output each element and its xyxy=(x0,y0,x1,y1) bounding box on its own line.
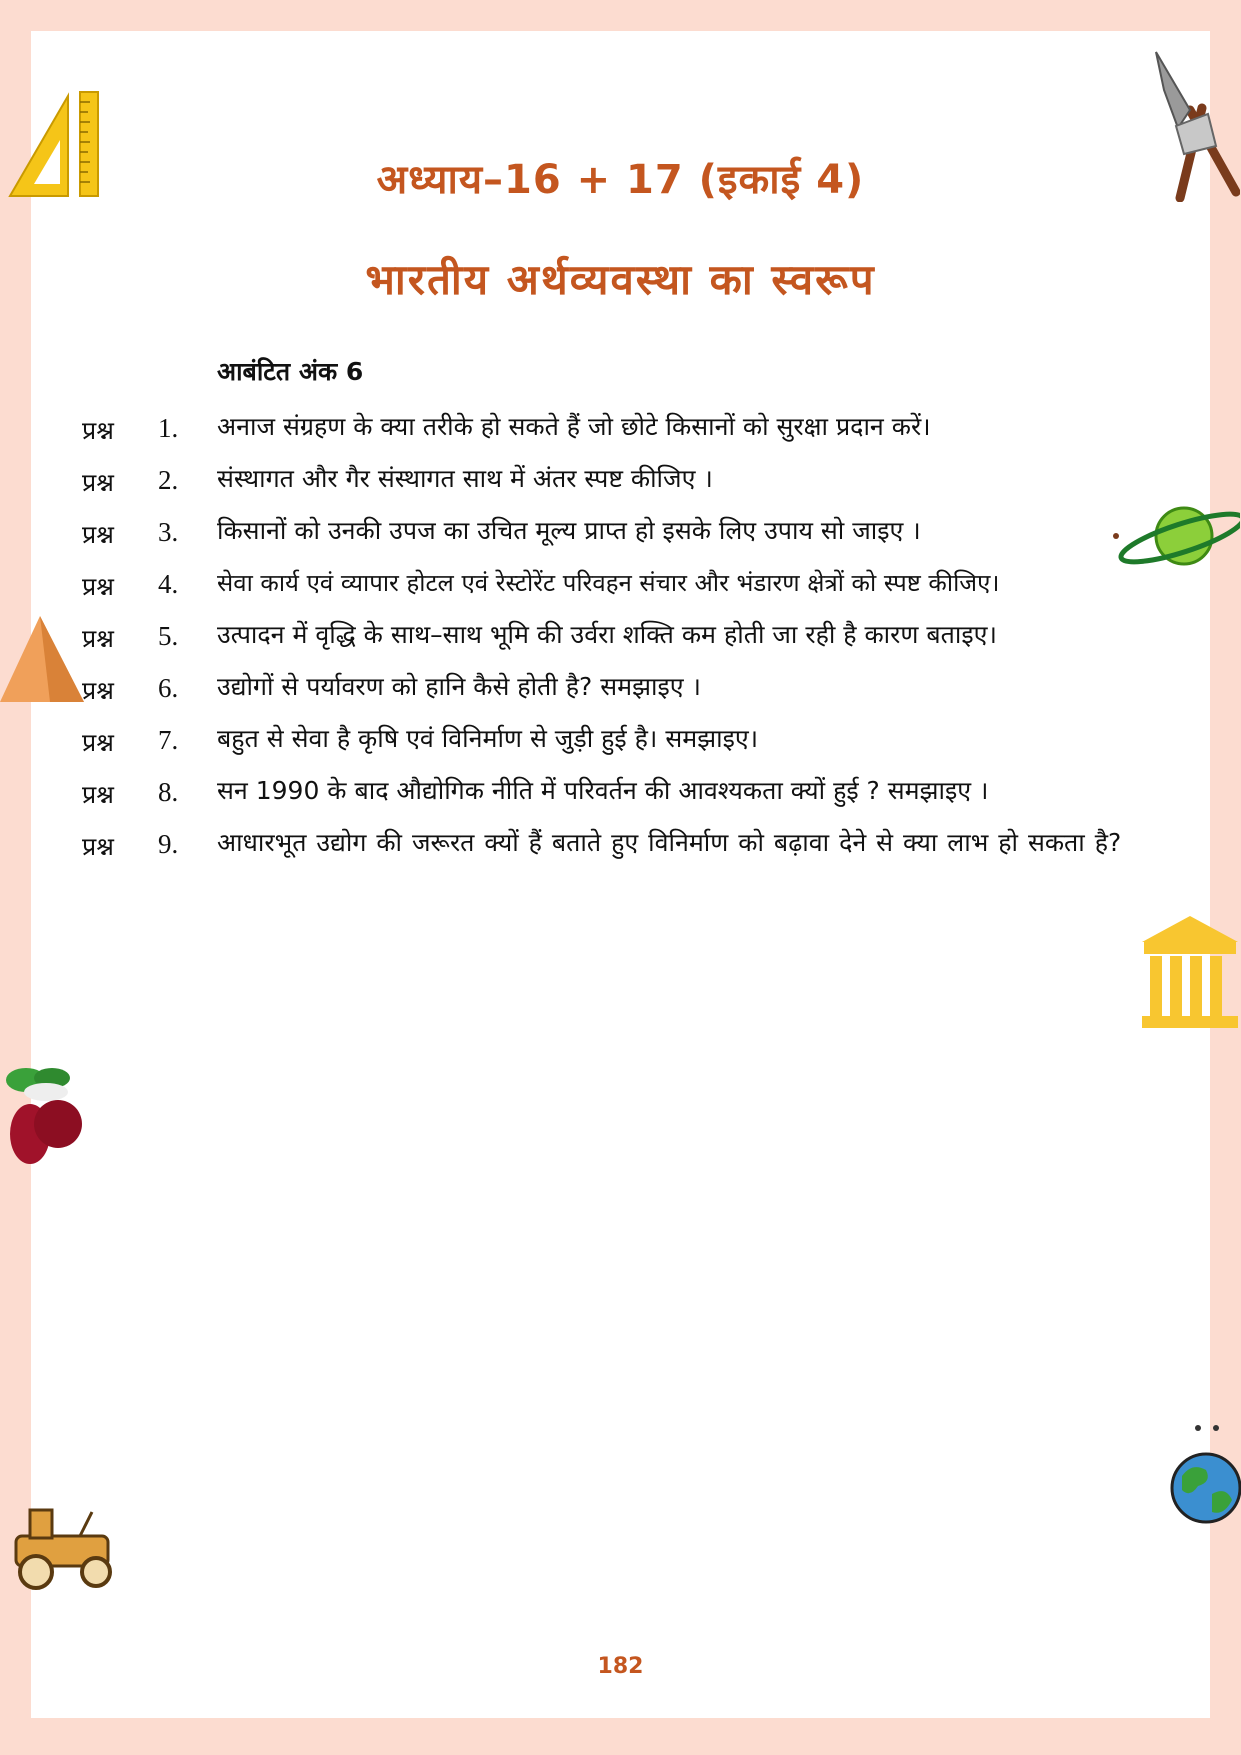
question-text: अनाज संग्रहण के क्या तरीके हो सकते हैं जो छोटे किसानों को सुरक्षा प्रदान करें। xyxy=(217,412,931,441)
question-text: बहुत से सेवा है कृषि एवं विनिर्माण से जुड़ी हुई है। समझाइए। xyxy=(217,724,759,753)
question-label: प्रश्न xyxy=(82,624,114,653)
question-number: 3. xyxy=(158,517,179,547)
question-number: 9. xyxy=(158,829,179,859)
question-item xyxy=(0,509,1241,561)
page-number: 182 xyxy=(597,1654,644,1679)
question-label: प्रश्न xyxy=(82,572,114,601)
question-number: 7. xyxy=(158,725,179,755)
question-number: 5. xyxy=(158,621,179,651)
question-item xyxy=(0,405,1241,457)
page-title: भारतीय अर्थव्यवस्था का स्वरूप xyxy=(365,255,876,304)
question-text: उत्पादन में वृद्धि के साथ–साथ भूमि की उर्वरा शक्ति कम होती जा रही है कारण बताइए। xyxy=(217,620,997,649)
question-item xyxy=(0,717,1241,769)
vintage-car-icon xyxy=(0,1500,128,1592)
question-label: प्रश्न xyxy=(82,728,114,757)
question-text: संस्थागत और गैर संस्थागत साथ में अंतर स्पष्ट कीजिए । xyxy=(217,464,713,493)
question-label: प्रश्न xyxy=(82,780,114,809)
allotted-marks: आबंटित अंक 6 xyxy=(217,357,364,386)
question-number: 4. xyxy=(158,569,179,599)
question-text: किसानों को उनकी उपज का उचित मूल्य प्राप्त हो इसके लिए उपाय सो जाइए । xyxy=(217,516,921,545)
question-text: सेवा कार्य एवं व्यापार होटल एवं रेस्टोरेंट परिवहन संचार और भंडारण क्षेत्रों को स्पष्ट कीजिए। xyxy=(217,569,1000,597)
question-number: 8. xyxy=(158,777,179,807)
question-label: प्रश्न xyxy=(82,468,114,497)
question-item xyxy=(0,561,1241,613)
question-text: सन 1990 के बाद औद्योगिक नीति में परिवर्तन की आवश्यकता क्यों हुई ? समझाइए । xyxy=(217,776,989,805)
cashew-fruit-icon xyxy=(4,1060,86,1166)
question-text: उद्योगों से पर्यावरण को हानि कैसे होती है? समझाइए । xyxy=(217,672,701,701)
question-item xyxy=(0,457,1241,509)
chapter-heading: अध्याय–16 + 17 (इकाई 4) xyxy=(376,157,865,203)
globe-icon xyxy=(1168,1420,1241,1524)
question-number: 2. xyxy=(158,465,179,495)
question-number: 6. xyxy=(158,673,179,703)
question-label: प्रश्न xyxy=(82,832,114,861)
question-item xyxy=(0,613,1241,665)
greek-temple-icon xyxy=(1140,912,1240,1030)
question-label: प्रश्न xyxy=(82,676,114,705)
question-label: प्रश्न xyxy=(82,520,114,549)
question-item xyxy=(0,821,1241,925)
question-number: 1. xyxy=(158,413,179,443)
question-item xyxy=(0,665,1241,717)
question-label: प्रश्न xyxy=(82,416,114,445)
question-text: आधारभूत उद्योग की जरूरत क्यों हैं बताते हुए विनिर्माण को बढ़ावा देने से क्या लाभ हो सकता है? xyxy=(217,828,1122,857)
question-item xyxy=(0,769,1241,821)
